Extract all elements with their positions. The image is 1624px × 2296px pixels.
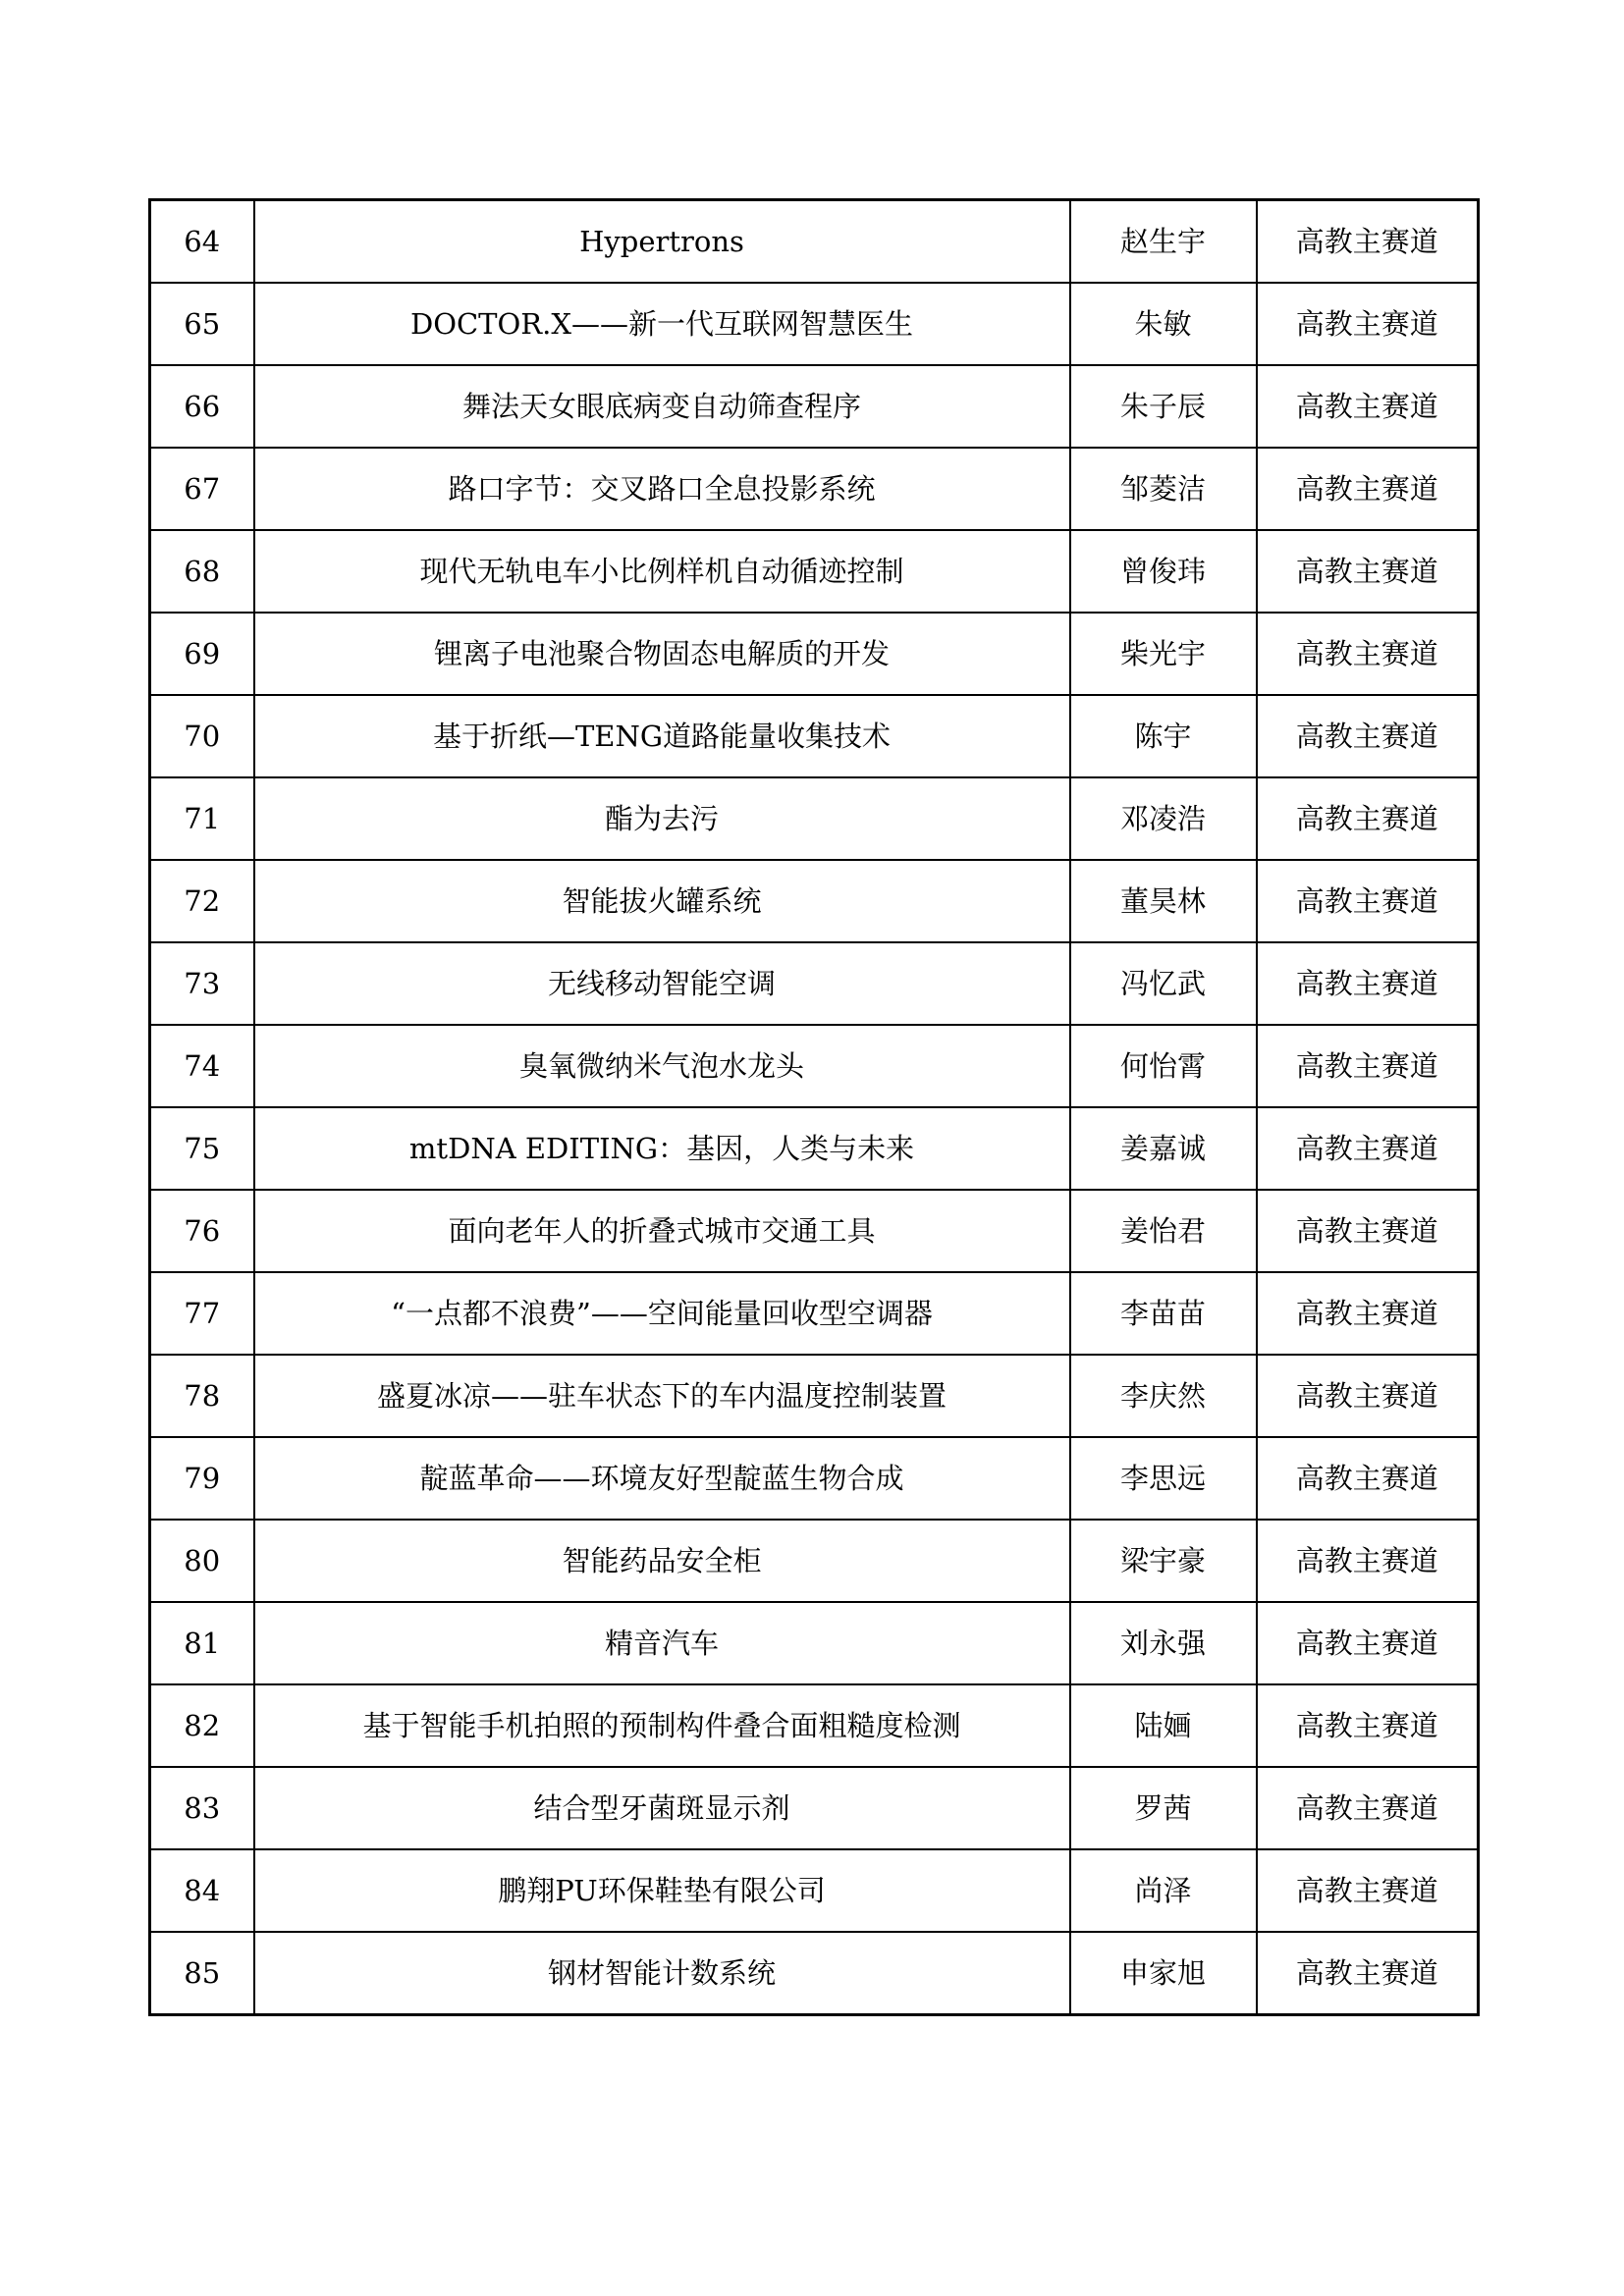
- project-name-cell: DOCTOR.X——新一代互联网智慧医生: [254, 283, 1070, 365]
- table-row: [150, 1025, 1479, 1107]
- project-roster-table: [148, 198, 1480, 2016]
- project-name-cell: 智能拔火罐系统: [254, 860, 1070, 942]
- project-name-cell: 无线移动智能空调: [254, 942, 1070, 1025]
- leader-name-cell: 李苗苗: [1070, 1272, 1257, 1355]
- track-cell: 高教主赛道: [1257, 1767, 1479, 1849]
- track-cell: 高教主赛道: [1257, 1684, 1479, 1767]
- table-row: [150, 1932, 1479, 2015]
- table-row: [150, 283, 1479, 365]
- leader-name-cell: 朱子辰: [1070, 365, 1257, 448]
- row-number-cell: 78: [150, 1355, 254, 1437]
- row-number-cell: 75: [150, 1107, 254, 1190]
- track-cell: 高教主赛道: [1257, 283, 1479, 365]
- table-row: [150, 1107, 1479, 1190]
- track-cell: 高教主赛道: [1257, 1437, 1479, 1520]
- row-number-cell: 68: [150, 530, 254, 613]
- track-cell: 高教主赛道: [1257, 1025, 1479, 1107]
- table-row: [150, 200, 1479, 284]
- project-name-cell: 钢材智能计数系统: [254, 1932, 1070, 2015]
- roster-table-body: [150, 200, 1479, 2015]
- leader-name-cell: 姜怡君: [1070, 1190, 1257, 1272]
- track-cell: 高教主赛道: [1257, 860, 1479, 942]
- leader-name-cell: 何怡霄: [1070, 1025, 1257, 1107]
- row-number-cell: 77: [150, 1272, 254, 1355]
- row-number-cell: 70: [150, 695, 254, 777]
- track-cell: 高教主赛道: [1257, 530, 1479, 613]
- leader-name-cell: 刘永强: [1070, 1602, 1257, 1684]
- leader-name-cell: 曾俊玮: [1070, 530, 1257, 613]
- row-number-cell: 65: [150, 283, 254, 365]
- row-number-cell: 64: [150, 200, 254, 284]
- row-number-cell: 83: [150, 1767, 254, 1849]
- project-name-cell: 面向老年人的折叠式城市交通工具: [254, 1190, 1070, 1272]
- track-cell: 高教主赛道: [1257, 613, 1479, 695]
- project-name-cell: 舞法天女眼底病变自动筛查程序: [254, 365, 1070, 448]
- leader-name-cell: 李思远: [1070, 1437, 1257, 1520]
- table-row: [150, 860, 1479, 942]
- project-name-cell: Hypertrons: [254, 200, 1070, 284]
- row-number-cell: 85: [150, 1932, 254, 2015]
- track-cell: 高教主赛道: [1257, 1107, 1479, 1190]
- row-number-cell: 74: [150, 1025, 254, 1107]
- row-number-cell: 66: [150, 365, 254, 448]
- track-cell: 高教主赛道: [1257, 1190, 1479, 1272]
- table-row: [150, 777, 1479, 860]
- track-cell: 高教主赛道: [1257, 777, 1479, 860]
- table-row: [150, 448, 1479, 530]
- table-row: [150, 1767, 1479, 1849]
- table-row: [150, 695, 1479, 777]
- table-row: [150, 1849, 1479, 1932]
- track-cell: 高教主赛道: [1257, 365, 1479, 448]
- table-row: [150, 1520, 1479, 1602]
- track-cell: 高教主赛道: [1257, 942, 1479, 1025]
- table-row: [150, 613, 1479, 695]
- leader-name-cell: 姜嘉诚: [1070, 1107, 1257, 1190]
- leader-name-cell: 罗茜: [1070, 1767, 1257, 1849]
- track-cell: 高教主赛道: [1257, 1355, 1479, 1437]
- track-cell: 高教主赛道: [1257, 1849, 1479, 1932]
- leader-name-cell: 梁宇豪: [1070, 1520, 1257, 1602]
- project-name-cell: mtDNA EDITING：基因，人类与未来: [254, 1107, 1070, 1190]
- project-name-cell: 基于智能手机拍照的预制构件叠合面粗糙度检测: [254, 1684, 1070, 1767]
- table-row: [150, 1355, 1479, 1437]
- track-cell: 高教主赛道: [1257, 200, 1479, 284]
- table-row: [150, 365, 1479, 448]
- table-row: [150, 1272, 1479, 1355]
- project-name-cell: 结合型牙菌斑显示剂: [254, 1767, 1070, 1849]
- project-name-cell: 路口字节：交叉路口全息投影系统: [254, 448, 1070, 530]
- leader-name-cell: 董昊林: [1070, 860, 1257, 942]
- leader-name-cell: 申家旭: [1070, 1932, 1257, 2015]
- project-name-cell: 酯为去污: [254, 777, 1070, 860]
- project-name-cell: 盛夏冰凉——驻车状态下的车内温度控制装置: [254, 1355, 1070, 1437]
- table-row: [150, 1684, 1479, 1767]
- leader-name-cell: 李庆然: [1070, 1355, 1257, 1437]
- project-name-cell: “一点都不浪费”——空间能量回收型空调器: [254, 1272, 1070, 1355]
- leader-name-cell: 柴光宇: [1070, 613, 1257, 695]
- row-number-cell: 71: [150, 777, 254, 860]
- project-name-cell: 臭氧微纳米气泡水龙头: [254, 1025, 1070, 1107]
- project-name-cell: 智能药品安全柜: [254, 1520, 1070, 1602]
- row-number-cell: 72: [150, 860, 254, 942]
- leader-name-cell: 冯忆武: [1070, 942, 1257, 1025]
- row-number-cell: 84: [150, 1849, 254, 1932]
- track-cell: 高教主赛道: [1257, 1520, 1479, 1602]
- table-row: [150, 1190, 1479, 1272]
- leader-name-cell: 朱敏: [1070, 283, 1257, 365]
- leader-name-cell: 陆婳: [1070, 1684, 1257, 1767]
- leader-name-cell: 陈宇: [1070, 695, 1257, 777]
- track-cell: 高教主赛道: [1257, 1272, 1479, 1355]
- table-row: [150, 1437, 1479, 1520]
- project-name-cell: 鹏翔PU环保鞋垫有限公司: [254, 1849, 1070, 1932]
- track-cell: 高教主赛道: [1257, 448, 1479, 530]
- project-name-cell: 基于折纸—TENG道路能量收集技术: [254, 695, 1070, 777]
- table-row: [150, 942, 1479, 1025]
- row-number-cell: 80: [150, 1520, 254, 1602]
- table-row: [150, 1602, 1479, 1684]
- project-name-cell: 现代无轨电车小比例样机自动循迹控制: [254, 530, 1070, 613]
- track-cell: 高教主赛道: [1257, 1602, 1479, 1684]
- track-cell: 高教主赛道: [1257, 695, 1479, 777]
- leader-name-cell: 邓凌浩: [1070, 777, 1257, 860]
- row-number-cell: 67: [150, 448, 254, 530]
- row-number-cell: 79: [150, 1437, 254, 1520]
- table-row: [150, 530, 1479, 613]
- row-number-cell: 82: [150, 1684, 254, 1767]
- leader-name-cell: 赵生宇: [1070, 200, 1257, 284]
- row-number-cell: 81: [150, 1602, 254, 1684]
- track-cell: 高教主赛道: [1257, 1932, 1479, 2015]
- row-number-cell: 69: [150, 613, 254, 695]
- project-name-cell: 锂离子电池聚合物固态电解质的开发: [254, 613, 1070, 695]
- row-number-cell: 73: [150, 942, 254, 1025]
- row-number-cell: 76: [150, 1190, 254, 1272]
- project-name-cell: 靛蓝革命——环境友好型靛蓝生物合成: [254, 1437, 1070, 1520]
- leader-name-cell: 尚泽: [1070, 1849, 1257, 1932]
- leader-name-cell: 邹菱洁: [1070, 448, 1257, 530]
- project-name-cell: 精音汽车: [254, 1602, 1070, 1684]
